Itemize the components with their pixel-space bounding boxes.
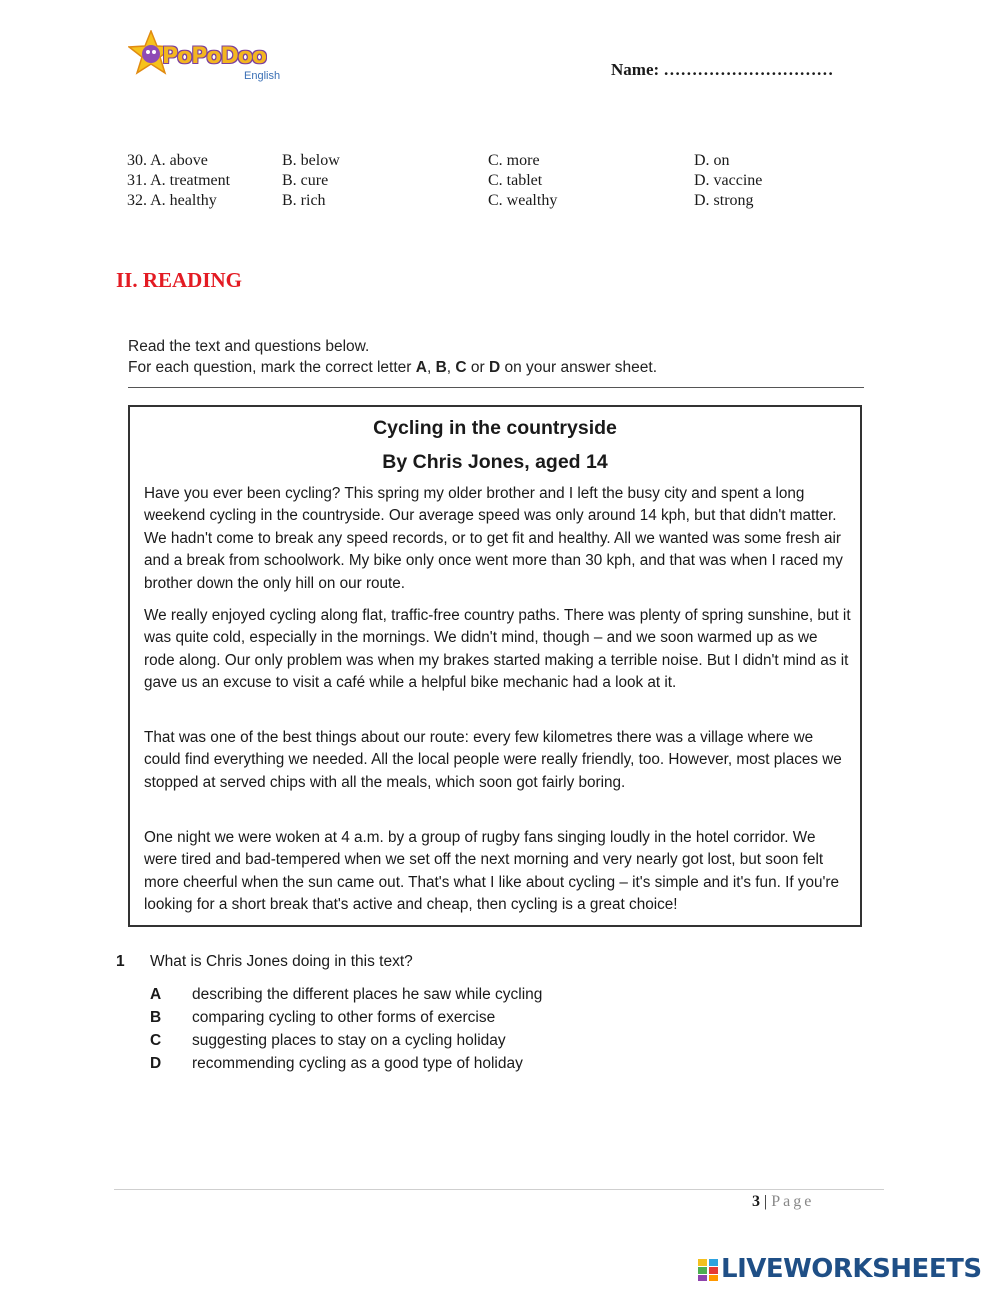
- choice-c-text[interactable]: suggesting places to stay on a cycling holiday: [192, 1032, 506, 1049]
- section-title: II. READING: [116, 268, 243, 292]
- article-title: Cycling in the countryside: [373, 417, 617, 439]
- logo-text: PoPoDoo: [162, 44, 266, 69]
- instruction-text: For each question, mark the correct letter: [128, 359, 416, 376]
- option-30-d: D. on: [694, 152, 730, 169]
- option-30-a: 30. A. above: [127, 152, 208, 169]
- popodoo-logo: [128, 26, 288, 86]
- option-32-d: D. strong: [694, 192, 754, 209]
- option-31-a: 31. A. treatment: [127, 172, 231, 189]
- choice-a-text[interactable]: describing the different places he saw while cycling: [192, 986, 543, 1003]
- article-byline: By Chris Jones, aged 14: [382, 451, 608, 473]
- letter-d: D: [489, 359, 501, 376]
- option-30-b: B. below: [282, 152, 340, 169]
- blocks-icon: [697, 1258, 719, 1282]
- option-31-b: B. cure: [282, 172, 329, 189]
- choice-b-letter[interactable]: B: [150, 1009, 162, 1026]
- page-label: Page: [771, 1193, 815, 1210]
- page-number: [752, 1193, 814, 1211]
- divider: [128, 387, 864, 388]
- question-text: What is Chris Jones doing in this text?: [150, 953, 413, 970]
- article-paragraph-1: Have you ever been cycling? This spring my older brother and I left the busy city and spent a long weekend cycling in the countryside. Our average speed was only around 14 kph, but that didn't matter. We hadn't come to break any speed records, or to get fit and healthy. All we wanted was some fresh air and a break from schoolwork. My bike only once went more than 30 kph, and that was when I raced my brother down the only hill on our route.: [144, 485, 843, 592]
- question-number: 1: [116, 953, 125, 970]
- choice-d-letter[interactable]: D: [150, 1055, 162, 1072]
- page-separator: |: [760, 1193, 772, 1210]
- instruction-line-2: [128, 359, 657, 377]
- separator: or: [466, 359, 489, 376]
- article-paragraph-3: That was one of the best things about our route: every few kilometres there was a village where we could find everything we needed. All the local people were really friendly, too. However, most places we stopped at served chips with all the meals, which soon got fairly boring.: [144, 729, 842, 791]
- letter-a: A: [415, 359, 427, 376]
- article-paragraph-2: We really enjoyed cycling along flat, traffic-free country paths. There was plenty of spring sunshine, but it was quite cold, especially in the mornings. We didn't mind, though – and we soon warmed up as we rode along. Our only problem was when my brakes started making a terrible noise. But I didn't mind as it gave us an excuse to visit a café while a helpful bike mechanic had a look at it.: [144, 607, 851, 692]
- option-30-c: C. more: [488, 152, 540, 169]
- option-32-b: B. rich: [282, 192, 326, 209]
- separator: ,: [426, 359, 436, 376]
- instruction-line-1: Read the text and questions below.: [128, 338, 370, 355]
- option-31-c: C. tablet: [488, 172, 543, 189]
- footer-divider: [114, 1189, 884, 1190]
- choice-b-text[interactable]: comparing cycling to other forms of exercise: [192, 1009, 496, 1026]
- name-field[interactable]: Name: …………………………: [611, 60, 834, 79]
- choice-d-text[interactable]: recommending cycling as a good type of holiday: [192, 1055, 523, 1072]
- letter-c: C: [455, 359, 467, 376]
- choice-a-letter[interactable]: A: [150, 986, 162, 1003]
- choice-c-letter[interactable]: C: [150, 1032, 162, 1049]
- option-31-d: D. vaccine: [694, 172, 763, 189]
- liveworksheets-text: LIVEWORKSHEETS: [721, 1254, 982, 1284]
- separator: ,: [446, 359, 456, 376]
- letter-b: B: [435, 359, 447, 376]
- option-32-a: 32. A. healthy: [127, 192, 217, 209]
- logo-subtitle: English: [244, 70, 281, 82]
- article-paragraph-4: One night we were woken at 4 a.m. by a group of rugby fans singing loudly in the hotel corridor. We were tired and bad-tempered when we set off the next morning and very nearly got lost, but soon felt more cheerful when the sun came out. That's what I like about cycling – it's simple and it's fun. If you're looking for a short break that's active and cheap, then cycling is a great choice!: [144, 829, 840, 914]
- option-32-c: C. wealthy: [488, 192, 558, 209]
- article-box: [128, 405, 862, 927]
- instruction-text: on your answer sheet.: [500, 359, 658, 376]
- page-number-value: 3: [752, 1193, 760, 1210]
